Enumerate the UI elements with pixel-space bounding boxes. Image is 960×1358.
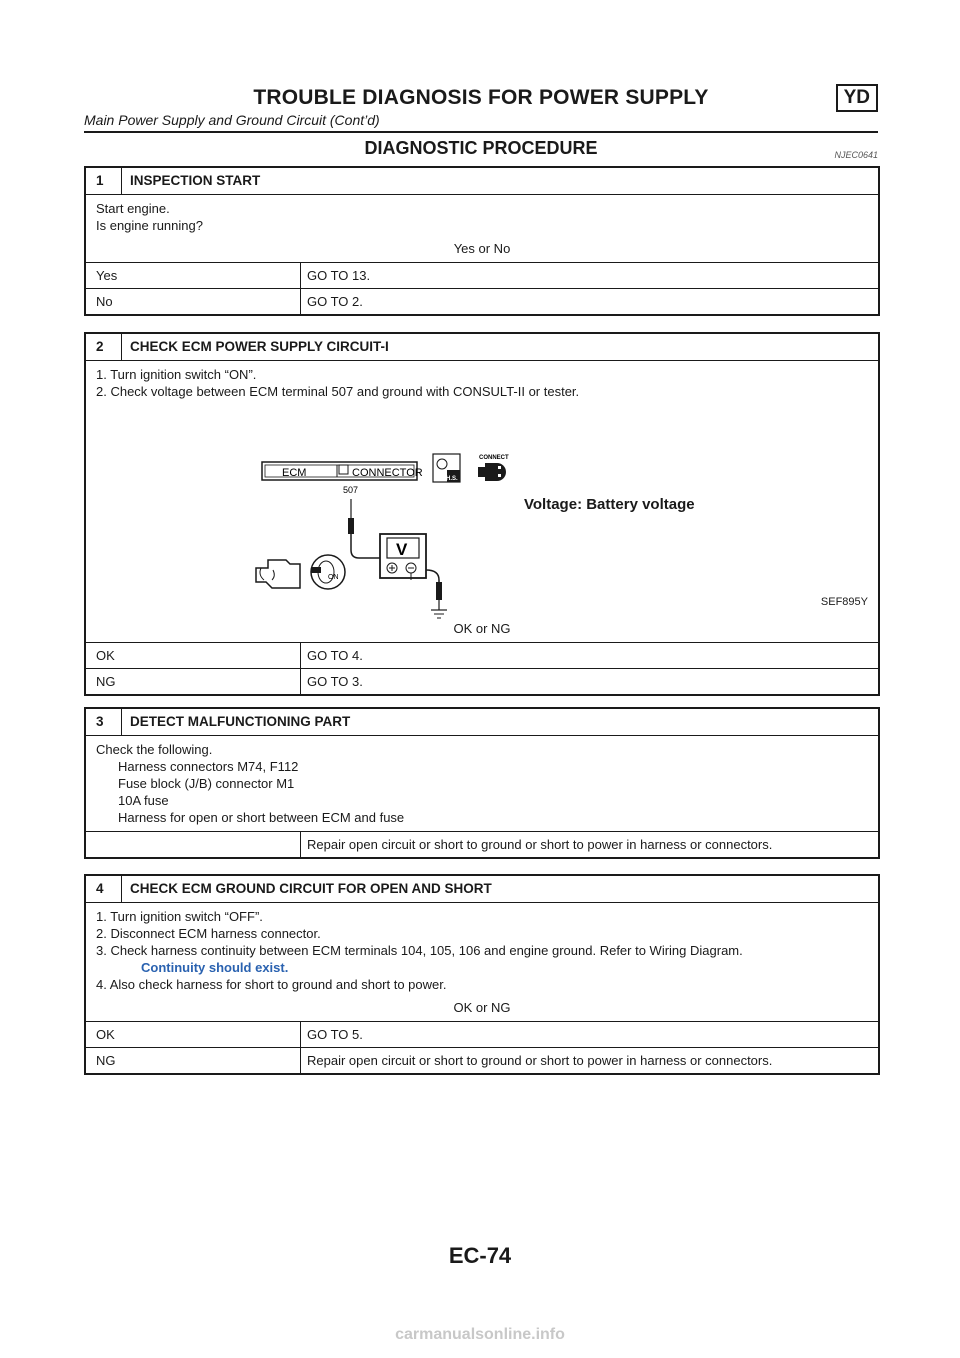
page-number: EC-74 (448, 1243, 512, 1268)
step-title: CHECK ECM GROUND CIRCUIT FOR OPEN AND SHORT (130, 881, 492, 896)
check-item: Harness for open or short between ECM and fuse (118, 810, 405, 825)
result-value: GO TO 5. (307, 1027, 363, 1042)
step-body (86, 361, 878, 643)
step-header (86, 168, 878, 195)
result-key (86, 832, 301, 857)
watermark: carmanualsonline.info (395, 1326, 565, 1343)
page-subtitle: Main Power Supply and Ground Circuit (Cont’d) (84, 112, 380, 128)
result-key: NG (86, 669, 301, 694)
figure-code: SEF895Y (820, 596, 868, 608)
step-body (86, 195, 878, 263)
check-item: 10A fuse (118, 793, 169, 808)
step-1-box (84, 166, 880, 316)
step-body (86, 903, 878, 1022)
terminal-label: 507 (343, 485, 359, 495)
harness-side-icon (433, 454, 460, 482)
instruction-line: 2. Check voltage between ECM terminal 507 and ground with CONSULT-II or tester. (96, 384, 580, 399)
step-header (86, 876, 878, 903)
instruction-line: 3. Check harness continuity between ECM terminals 104, 105, 106 and engine ground. Refer to Wiring Diagram. (96, 943, 743, 958)
decision-question: OK or NG (453, 1000, 511, 1015)
voltage-spec: Voltage: Battery voltage (524, 496, 695, 513)
result-key: OK (86, 1022, 301, 1047)
hs-label: H.S. (446, 476, 458, 482)
header-rule (84, 131, 878, 133)
connect-icon (478, 455, 509, 481)
ignition-key-icon (311, 555, 345, 589)
section-code: NJEC0641 (834, 150, 878, 160)
step-4-box (84, 874, 880, 1075)
result-key: Yes (86, 263, 301, 288)
step-3-box (84, 707, 880, 859)
result-key: No (86, 289, 301, 314)
instruction-line: Is engine running? (96, 218, 203, 233)
step-title: CHECK ECM POWER SUPPLY CIRCUIT-I (130, 339, 389, 354)
result-row (86, 263, 878, 289)
result-value: GO TO 3. (307, 674, 363, 689)
instruction-line: 1. Turn ignition switch “ON”. (96, 367, 257, 382)
connect-label: CONNECT (479, 455, 509, 461)
instruction-line: 1. Turn ignition switch “OFF”. (96, 909, 263, 924)
instruction-line: Start engine. (96, 201, 170, 216)
page-header (84, 86, 878, 128)
meter-label: V (396, 540, 408, 559)
decision-question: Yes or No (453, 241, 511, 256)
step-title: INSPECTION START (130, 173, 261, 188)
decision-question: OK or NG (453, 621, 511, 636)
check-item: Harness connectors M74, F112 (118, 759, 299, 774)
step-number: 1 (86, 168, 122, 194)
step-body (86, 736, 878, 832)
instruction-line: 2. Disconnect ECM harness connector. (96, 926, 321, 941)
result-value: Repair open circuit or short to ground or short to power in harness or connectors. (307, 1053, 773, 1068)
step-number: 4 (86, 876, 122, 902)
result-row (86, 643, 878, 669)
step-number: 3 (86, 709, 122, 735)
step-2-box (84, 332, 880, 696)
on-label: ON (328, 574, 339, 581)
section-title: DIAGNOSTIC PROCEDURE (364, 138, 598, 158)
check-item: Fuse block (J/B) connector M1 (118, 776, 295, 791)
result-row (86, 669, 878, 694)
page-title: TROUBLE DIAGNOSIS FOR POWER SUPPLY (253, 86, 709, 109)
result-value: GO TO 4. (307, 648, 363, 663)
result-key: NG (86, 1048, 301, 1073)
result-value: GO TO 13. (307, 268, 371, 283)
step-header (86, 334, 878, 361)
connector-label: CONNECTOR (352, 467, 423, 479)
step-header (86, 709, 878, 736)
instruction-line: Check the following. (96, 742, 213, 757)
result-row (86, 289, 878, 314)
ecm-label: ECM (282, 467, 307, 479)
result-row (86, 832, 878, 857)
result-key: OK (86, 643, 301, 668)
result-value: Repair open circuit or short to ground or short to power in harness or connectors. (307, 837, 773, 852)
step-title: DETECT MALFUNCTIONING PART (130, 714, 351, 729)
voltmeter-icon (380, 534, 426, 578)
voltage-check-diagram (96, 400, 866, 620)
engine-icon (256, 560, 300, 588)
continuity-spec: Continuity should exist. (141, 960, 289, 975)
wiring-figure (96, 400, 868, 620)
result-row (86, 1022, 878, 1048)
engine-badge: YD (836, 84, 878, 112)
step-number: 2 (86, 334, 122, 360)
instruction-line: 4. Also check harness for short to ground and short to power. (96, 977, 447, 992)
result-row (86, 1048, 878, 1073)
result-value: GO TO 2. (307, 294, 363, 309)
